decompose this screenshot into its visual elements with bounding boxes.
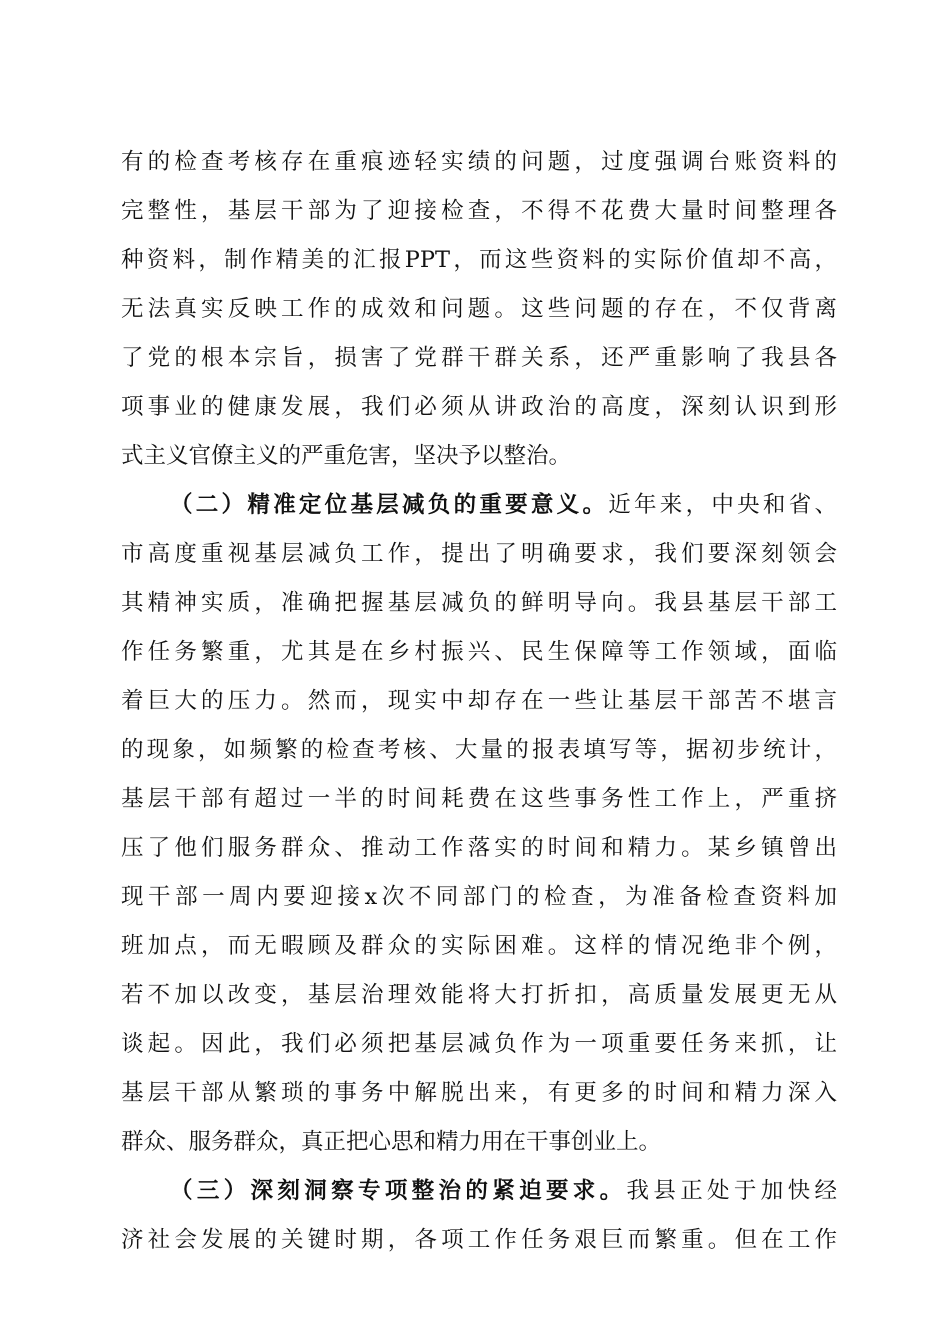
paragraph-2-line-8: 压了他们服务群众、推动工作落实的时间和精力。某乡镇曾出 bbox=[121, 835, 837, 861]
paragraph-2-line-14: 群众、服务群众，真正把心思和精力用在干事创业上。 bbox=[121, 1129, 662, 1155]
paragraph-2-line-3: 其精神实质，准确把握基层减负的鲜明导向。我县基层干部工 bbox=[121, 590, 837, 616]
paragraph-1-line-5: 了党的根本宗旨，损害了党群干群关系，还严重影响了我县各 bbox=[121, 345, 837, 371]
paragraph-3-line-2: 济社会发展的关键时期，各项工作任务艰巨而繁重。但在工作 bbox=[121, 1227, 837, 1253]
paragraph-2-line-13: 基层干部从繁琐的事务中解脱出来，有更多的时间和精力深入 bbox=[121, 1080, 837, 1106]
paragraph-1-line-2: 完整性，基层干部为了迎接检查，不得不花费大量时间整理各 bbox=[121, 198, 837, 224]
paragraph-2-line-1-rest: 近年来，中央和省、 bbox=[608, 492, 837, 518]
section-heading-2: （二）精准定位基层减负的重要意义。 bbox=[170, 492, 609, 518]
paragraph-2-line-11: 若不加以改变，基层治理效能将大打折扣，高质量发展更无从 bbox=[121, 982, 837, 1008]
paragraph-1-line-4: 无法真实反映工作的成效和问题。这些问题的存在，不仅背离 bbox=[121, 296, 837, 322]
paragraph-1-line-6: 项事业的健康发展，我们必须从讲政治的高度，深刻认识到形 bbox=[121, 394, 837, 420]
paragraph-1-line-3: 种资料，制作精美的汇报PPT，而这些资料的实际价值却不高， bbox=[121, 247, 837, 273]
paragraph-2-first-line bbox=[170, 487, 837, 523]
paragraph-2-line-5: 着巨大的压力。然而，现实中却存在一些让基层干部苦不堪言 bbox=[121, 688, 837, 714]
paragraph-2-line-6: 的现象，如频繁的检查考核、大量的报表填写等，据初步统计， bbox=[121, 737, 837, 763]
paragraph-1-line-7: 式主义官僚主义的严重危害，坚决予以整治。 bbox=[121, 443, 572, 469]
paragraph-3-first-line bbox=[170, 1173, 837, 1209]
paragraph-2-line-10: 班加点，而无暇顾及群众的实际困难。这样的情况绝非个例， bbox=[121, 933, 837, 959]
paragraph-1-line-1: 有的检查考核存在重痕迹轻实绩的问题，过度强调台账资料的 bbox=[121, 149, 837, 175]
paragraph-2-line-9: 现干部一周内要迎接x次不同部门的检查，为准备检查资料加 bbox=[121, 884, 837, 910]
paragraph-2-line-7: 基层干部有超过一半的时间耗费在这些事务性工作上，严重挤 bbox=[121, 786, 837, 812]
paragraph-2-line-4: 作任务繁重，尤其是在乡村振兴、民生保障等工作领域，面临 bbox=[121, 639, 837, 665]
paragraph-3-line-1-rest: 我县正处于加快经 bbox=[626, 1178, 837, 1204]
paragraph-2-line-12: 谈起。因此，我们必须把基层减负作为一项重要任务来抓，让 bbox=[121, 1031, 837, 1057]
paragraph-2-line-2: 市高度重视基层减负工作，提出了明确要求，我们要深刻领会 bbox=[121, 541, 837, 567]
section-heading-3: （三）深刻洞察专项整治的紧迫要求。 bbox=[170, 1178, 627, 1204]
